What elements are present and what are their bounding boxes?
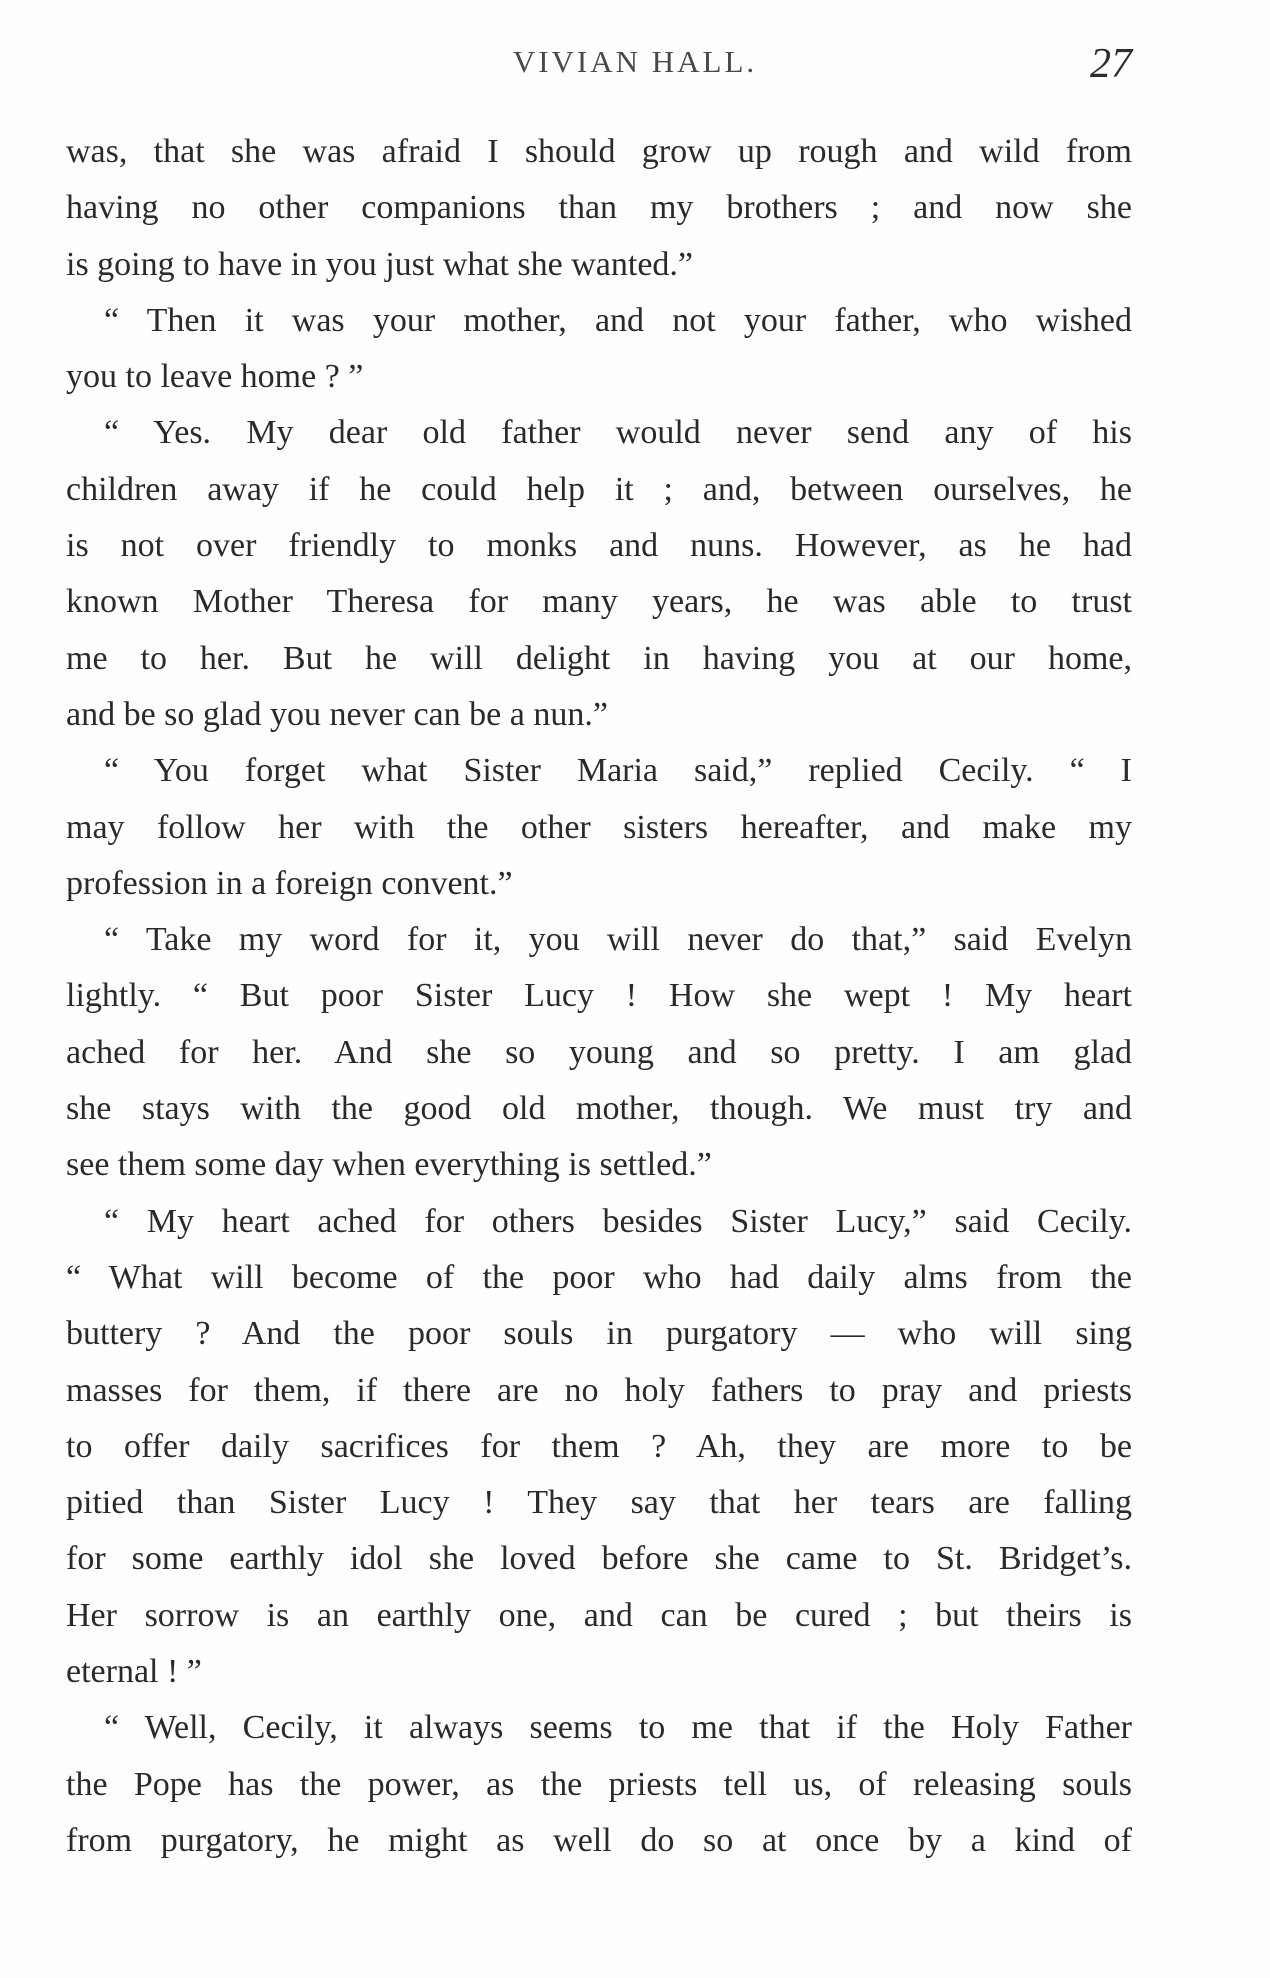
text-line: and be so glad you never can be a nun.” [66,695,608,733]
text-line: having no other companions than my brothers ; and now she [66,189,1132,227]
text-line: is not over friendly to monks and nuns. However, as he had [66,527,1132,565]
text-line: see them some day when everything is settled.” [66,1146,712,1184]
text-line: pitied than Sister Lucy ! They say that her tears are falling [66,1484,1132,1522]
text-line: “ Well, Cecily, it always seems to me that if the Holy Father [104,1709,1132,1747]
text-line: “ Yes. My dear old father would never send any of his [104,414,1132,452]
page-number: 27 [1090,41,1132,87]
text-line: was, that she was afraid I should grow up rough and wild from [66,133,1132,170]
text-line: masses for them, if there are no holy fathers to pray and priests [66,1371,1132,1409]
text-line: to offer daily sacrifices for them ? Ah, they are more to be [66,1427,1132,1465]
text-line: known Mother Theresa for many years, he was able to trust [66,583,1132,621]
text-line: she stays with the good old mother, though. We must try and [66,1090,1132,1128]
text-line: lightly. “ But poor Sister Lucy ! How she wept ! My heart [66,977,1132,1015]
text-line: ached for her. And she so young and so pretty. I am glad [66,1033,1132,1071]
text-line: the Pope has the power, as the priests tell us, of releasing souls [66,1765,1132,1803]
running-head [0,41,1270,87]
text-line: from purgatory, he might as well do so at once by a kind of [66,1821,1132,1859]
body-text [66,124,1132,1869]
text-line: “ Then it was your mother, and not your father, who wished [104,301,1132,339]
text-line: me to her. But he will delight in having you at our home, [66,639,1132,677]
running-title: VIVIAN HALL. [512,44,758,79]
text-line: Her sorrow is an earthly one, and can be cured ; but theirs is [66,1596,1132,1634]
text-line: may follow her with the other sisters hereafter, and make my [66,808,1132,846]
text-line: “ You forget what Sister Maria said,” replied Cecily. “ I [104,752,1132,790]
text-line: children away if he could help it ; and, between ourselves, he [66,470,1132,508]
text-line: you to leave home ? ” [66,358,364,396]
text-line: is going to have in you just what she wanted.” [66,245,694,283]
text-line: buttery ? And the poor souls in purgatory — who will sing [66,1315,1132,1353]
text-line: “ My heart ached for others besides Sister Lucy,” said Cecily. [104,1202,1132,1240]
text-line: for some earthly idol she loved before she came to St. Bridget’s. [66,1540,1132,1578]
text-line: “ Take my word for it, you will never do that,” said Evelyn [104,921,1132,959]
text-line: profession in a foreign convent.” [66,864,513,902]
text-line: “ What will become of the poor who had daily alms from the [66,1258,1132,1296]
text-line: eternal ! ” [66,1653,202,1691]
